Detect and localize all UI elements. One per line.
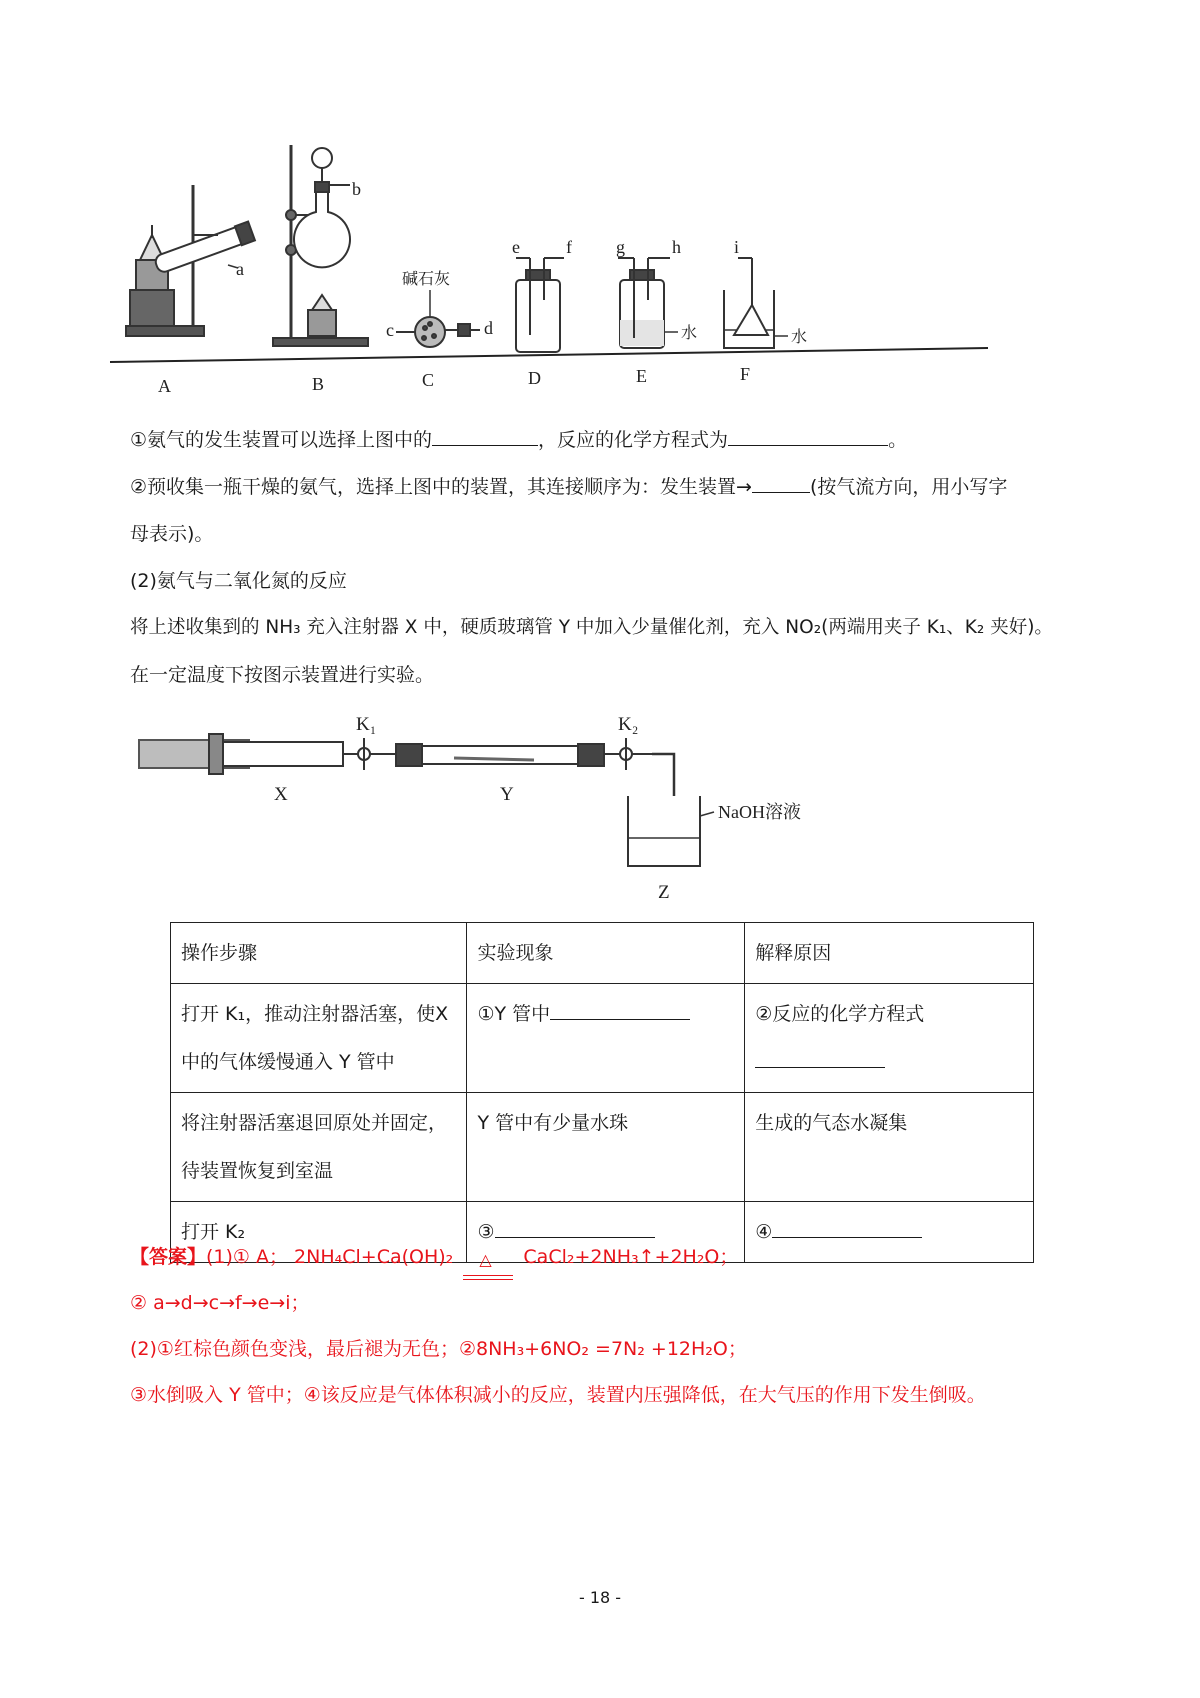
apparatus-figure-1: [108, 140, 1008, 410]
cell-text: Y 管中有少量水珠: [477, 1112, 629, 1134]
label-K2: K₂: [618, 714, 639, 735]
clamp-K1: [358, 738, 396, 770]
q1-1-text-b: ，反应的化学方程式为: [538, 429, 729, 451]
label-a: a: [236, 259, 244, 279]
label-c: c: [386, 320, 394, 340]
section-2-p1-text: 将上述收集到的 NH₃ 充入注射器 X 中，硬质玻璃管 Y 中加入少量催化剂，充入 NO₂(两端用夹子 K₁、K₂ 夹好)。: [130, 617, 1053, 638]
answer-blank-2[interactable]: [755, 1045, 885, 1068]
label-B: B: [312, 374, 325, 394]
label-water-E: 水: [681, 325, 698, 342]
label-F: F: [740, 364, 751, 384]
apparatus-C: [396, 290, 480, 347]
label-soda-lime: 碱石灰: [402, 271, 451, 288]
table-cell: [171, 984, 467, 1093]
answer-blank-4[interactable]: [772, 1215, 922, 1238]
table-row: [171, 984, 1034, 1093]
beaker-Z: [628, 796, 714, 866]
tube-Y: [396, 744, 620, 766]
answer-4-text: ③水倒吸入 Y 管中；④该反应是气体体积减小的反应，装置内压强降低，在大气压的作用下发生倒吸。: [130, 1384, 986, 1406]
apparatus-B: [273, 145, 368, 346]
label-g: g: [616, 237, 625, 257]
label-i: i: [734, 237, 740, 257]
section-2-paragraph-1: [130, 615, 1053, 641]
q1-1-blank-device[interactable]: [432, 427, 538, 446]
question-1-1: [130, 427, 907, 453]
apparatus-F: [724, 258, 788, 348]
table-header-cell: 操作步骤: [171, 923, 467, 984]
q1-1-text-a: ①氨气的发生装置可以选择上图中的: [130, 429, 433, 451]
answer-blank-1[interactable]: [550, 997, 690, 1020]
cell-text: ③: [477, 1221, 495, 1243]
answer-line-3: [130, 1336, 747, 1362]
answer-label: 【答案】: [130, 1246, 207, 1268]
label-d: d: [484, 318, 493, 338]
cell-text: 生成的气态水凝集: [755, 1112, 908, 1134]
section-2-paragraph-2: [130, 662, 434, 688]
table-cell: [745, 1202, 1034, 1263]
answer-line-1: [130, 1244, 738, 1270]
label-E: E: [636, 366, 647, 386]
answer-1-prefix: (1)① A； 2NH₄Cl+Ca(OH)₂: [206, 1246, 454, 1268]
answer-1-suffix: CaCl₂+2NH₃↑+2H₂O；: [523, 1246, 739, 1268]
experiment-table: [170, 922, 1034, 1263]
q1-1-text-c: 。: [888, 429, 908, 451]
q1-2-text-b: (按气流方向，用小写字: [809, 476, 1008, 498]
q1-2-blank-order[interactable]: [752, 474, 810, 493]
label-f: f: [566, 237, 572, 257]
table-cell: [745, 984, 1034, 1093]
section-2-p2-text: 在一定温度下按图示装置进行实验。: [130, 664, 435, 686]
label-naoh-solution: NaOH溶液: [718, 802, 801, 822]
table-cell: [171, 1093, 467, 1202]
apparatus-E: [618, 258, 678, 348]
label-water-F: 水: [791, 329, 808, 346]
cell-text: ②反应的化学方程式: [755, 1003, 925, 1025]
cell-text: ①Y 管中: [477, 1003, 551, 1025]
cell-text: 打开 K₂: [181, 1221, 246, 1243]
label-Z: Z: [658, 882, 670, 903]
label-X: X: [274, 784, 288, 805]
answer-line-4: [130, 1382, 986, 1408]
label-A: A: [158, 376, 171, 396]
syringe-X: [139, 734, 359, 774]
apparatus-D: [516, 258, 564, 352]
table-cell: [467, 984, 745, 1093]
table-cell: [467, 1093, 745, 1202]
answer-3-text: (2)①红棕色颜色变浅，最后褪为无色；②8NH₃+6NO₂ =7N₂ +12H₂O；: [130, 1338, 747, 1360]
label-b: b: [352, 179, 361, 199]
q1-1-blank-equation[interactable]: [728, 427, 888, 446]
label-K1: K₁: [356, 714, 377, 735]
cell-text: ④: [755, 1221, 773, 1243]
label-Y: Y: [500, 784, 514, 805]
answer-2-text: ② a→d→c→f→e→i；: [130, 1292, 310, 1314]
cell-text: 将注射器活塞退回原处并固定，待装置恢复到室温: [181, 1112, 448, 1182]
q1-2-text-c: 母表示)。: [130, 523, 214, 545]
table-header-cell: 实验现象: [467, 923, 745, 984]
table-header-row: [171, 923, 1034, 984]
table-row: [171, 1093, 1034, 1202]
label-e: e: [512, 237, 520, 257]
section-2-heading: [130, 568, 347, 594]
apparatus-figure-2: [134, 708, 854, 908]
answer-blank-3[interactable]: [495, 1215, 655, 1238]
cell-text: 打开 K₁，推动注射器活塞，使X 中的气体缓慢通入 Y 管中: [181, 1003, 449, 1073]
label-D: D: [528, 368, 541, 388]
page-number: - 18 -: [578, 1588, 622, 1607]
question-1-2: [130, 474, 1007, 500]
section-2-heading-text: (2)氨气与二氧化氮的反应: [130, 570, 347, 592]
question-1-2-cont: [130, 521, 213, 547]
label-C: C: [422, 370, 435, 390]
table-cell: [745, 1093, 1034, 1202]
answer-line-2: [130, 1290, 309, 1316]
delta-sign: △: [479, 1250, 492, 1269]
label-h: h: [672, 237, 681, 257]
table-header-cell: 解释原因: [745, 923, 1034, 984]
q1-2-text-a: ②预收集一瓶干燥的氨气，选择上图中的装置，其连接顺序为：发生装置→: [130, 476, 752, 498]
